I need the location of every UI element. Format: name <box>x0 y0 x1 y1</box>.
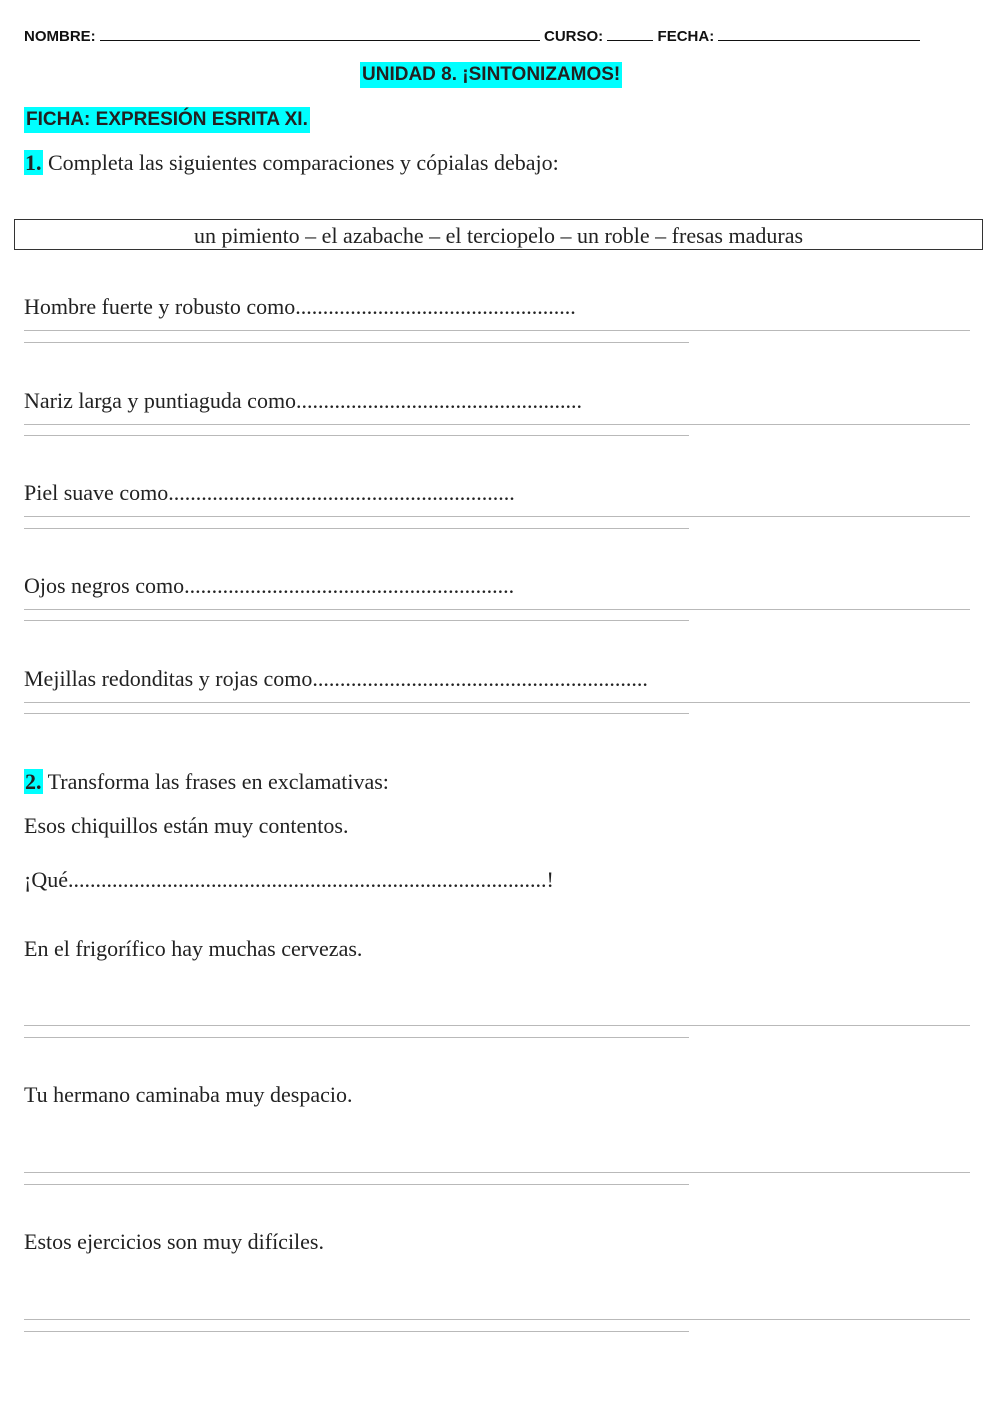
comparison-item: Ojos negros como............................................................ <box>24 573 515 598</box>
answer-line[interactable] <box>24 342 689 343</box>
answer-line[interactable] <box>24 1184 689 1185</box>
answer-line[interactable] <box>24 713 689 714</box>
unit-title: UNIDAD 8. ¡SINTONIZAMOS! <box>360 62 622 88</box>
sentence: Estos ejercicios son muy difíciles. <box>24 1229 324 1254</box>
answer-line[interactable] <box>24 1037 689 1038</box>
sentence: Tu hermano caminaba muy despacio. <box>24 1082 353 1107</box>
exercise-2-instruction <box>24 769 389 795</box>
name-label: NOMBRE: <box>24 28 96 45</box>
student-info-header <box>24 26 920 45</box>
word-bank: un pimiento – el azabache – el terciopelo – un roble – fresas maduras <box>14 219 983 250</box>
exercise-1-text: Completa las siguientes comparaciones y cópialas debajo: <box>48 150 559 175</box>
comparison-item: Nariz larga y puntiaguda como.................................................... <box>24 388 583 413</box>
date-label: FECHA: <box>657 28 715 45</box>
worksheet-title: FICHA: EXPRESIÓN ESRITA XI. <box>24 107 310 133</box>
comparison-item: Mejillas redonditas y rojas como............................................................. <box>24 666 648 691</box>
answer-line[interactable] <box>24 702 970 703</box>
answer-line[interactable] <box>24 1172 970 1173</box>
date-blank[interactable] <box>718 26 920 41</box>
comparison-item: Hombre fuerte y robusto como................................................... <box>24 294 576 319</box>
answer-line[interactable] <box>24 1025 970 1026</box>
answer-line[interactable] <box>24 1319 970 1320</box>
answer-line[interactable] <box>24 435 689 436</box>
answer-line[interactable] <box>24 609 970 610</box>
answer-line[interactable] <box>24 620 689 621</box>
answer-line[interactable] <box>24 1331 689 1332</box>
exercise-1-instruction <box>24 150 559 176</box>
answer-line[interactable] <box>24 424 970 425</box>
example-answer: ¡Qué.......................................................................................! <box>24 867 554 892</box>
answer-line[interactable] <box>24 330 970 331</box>
course-blank[interactable] <box>607 26 653 41</box>
course-label: CURSO: <box>544 28 604 45</box>
answer-line[interactable] <box>24 516 970 517</box>
exercise-2-number: 2. <box>25 769 42 794</box>
exercise-2-text: Transforma las frases en exclamativas: <box>47 769 389 794</box>
sentence: En el frigorífico hay muchas cervezas. <box>24 936 363 961</box>
sentence: Esos chiquillos están muy contentos. <box>24 813 349 838</box>
comparison-item: Piel suave como............................................................... <box>24 480 515 505</box>
answer-line[interactable] <box>24 528 689 529</box>
name-blank[interactable] <box>100 26 540 41</box>
exercise-1-number: 1. <box>25 150 42 175</box>
